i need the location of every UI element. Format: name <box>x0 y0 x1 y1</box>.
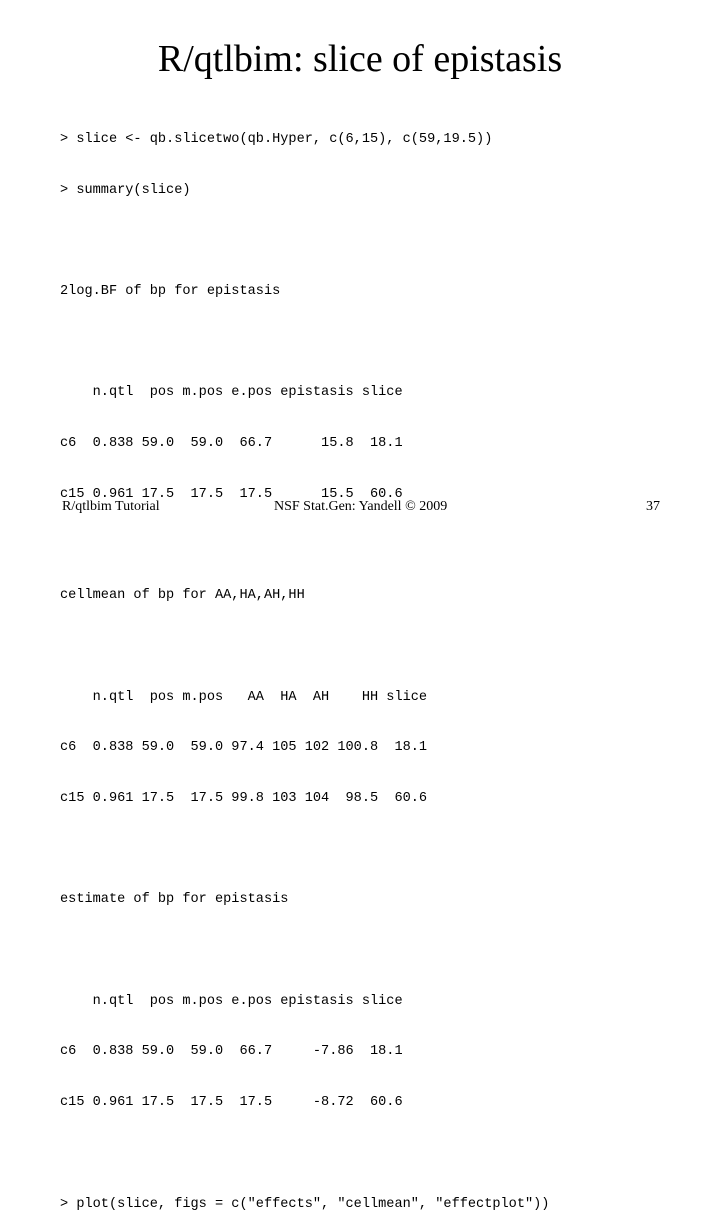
footer-tutorial-label: R/qtlbim Tutorial <box>62 499 160 514</box>
code-line: > plot(slice, figs = c("effects", "cellmean", "effectplot")) <box>60 1196 550 1212</box>
code-line <box>60 639 700 656</box>
code-line: n.qtl pos m.pos e.pos epistasis slice <box>60 385 403 401</box>
code-line: c6 0.838 59.0 59.0 66.7 15.8 18.1 <box>60 436 403 452</box>
code-line: n.qtl pos m.pos e.pos epistasis slice <box>60 993 403 1009</box>
code-line: n.qtl pos m.pos AA HA AH HH slice <box>60 689 428 705</box>
slide-number: 37 <box>646 499 660 514</box>
code-line <box>60 537 700 554</box>
code-line <box>60 335 700 352</box>
code-line: cellmean of bp for AA,HA,AH,HH <box>60 588 305 604</box>
code-line: c6 0.838 59.0 59.0 97.4 105 102 100.8 18.1 <box>60 740 428 756</box>
code-line <box>60 233 700 250</box>
code-block <box>60 98 700 1230</box>
code-line: c15 0.961 17.5 17.5 17.5 15.5 60.6 <box>60 486 403 502</box>
code-line: c6 0.838 59.0 59.0 66.7 -7.86 18.1 <box>60 1044 403 1060</box>
code-line: estimate of bp for epistasis <box>60 892 289 908</box>
code-line <box>60 842 700 859</box>
code-line: 2log.BF of bp for epistasis <box>60 283 281 299</box>
slide-title: R/qtlbim: slice of epistasis <box>157 38 563 80</box>
footer-copyright: NSF Stat.Gen: Yandell © 2009 <box>274 499 448 514</box>
code-line: c15 0.961 17.5 17.5 17.5 -8.72 60.6 <box>60 1095 403 1111</box>
code-line: c15 0.961 17.5 17.5 99.8 103 104 98.5 60.6 <box>60 790 428 806</box>
code-line: > slice <- qb.slicetwo(qb.Hyper, c(6,15), c(59,19.5)) <box>60 131 493 147</box>
code-line <box>60 1146 700 1163</box>
code-line: > summary(slice) <box>60 182 191 198</box>
code-line <box>60 943 700 960</box>
